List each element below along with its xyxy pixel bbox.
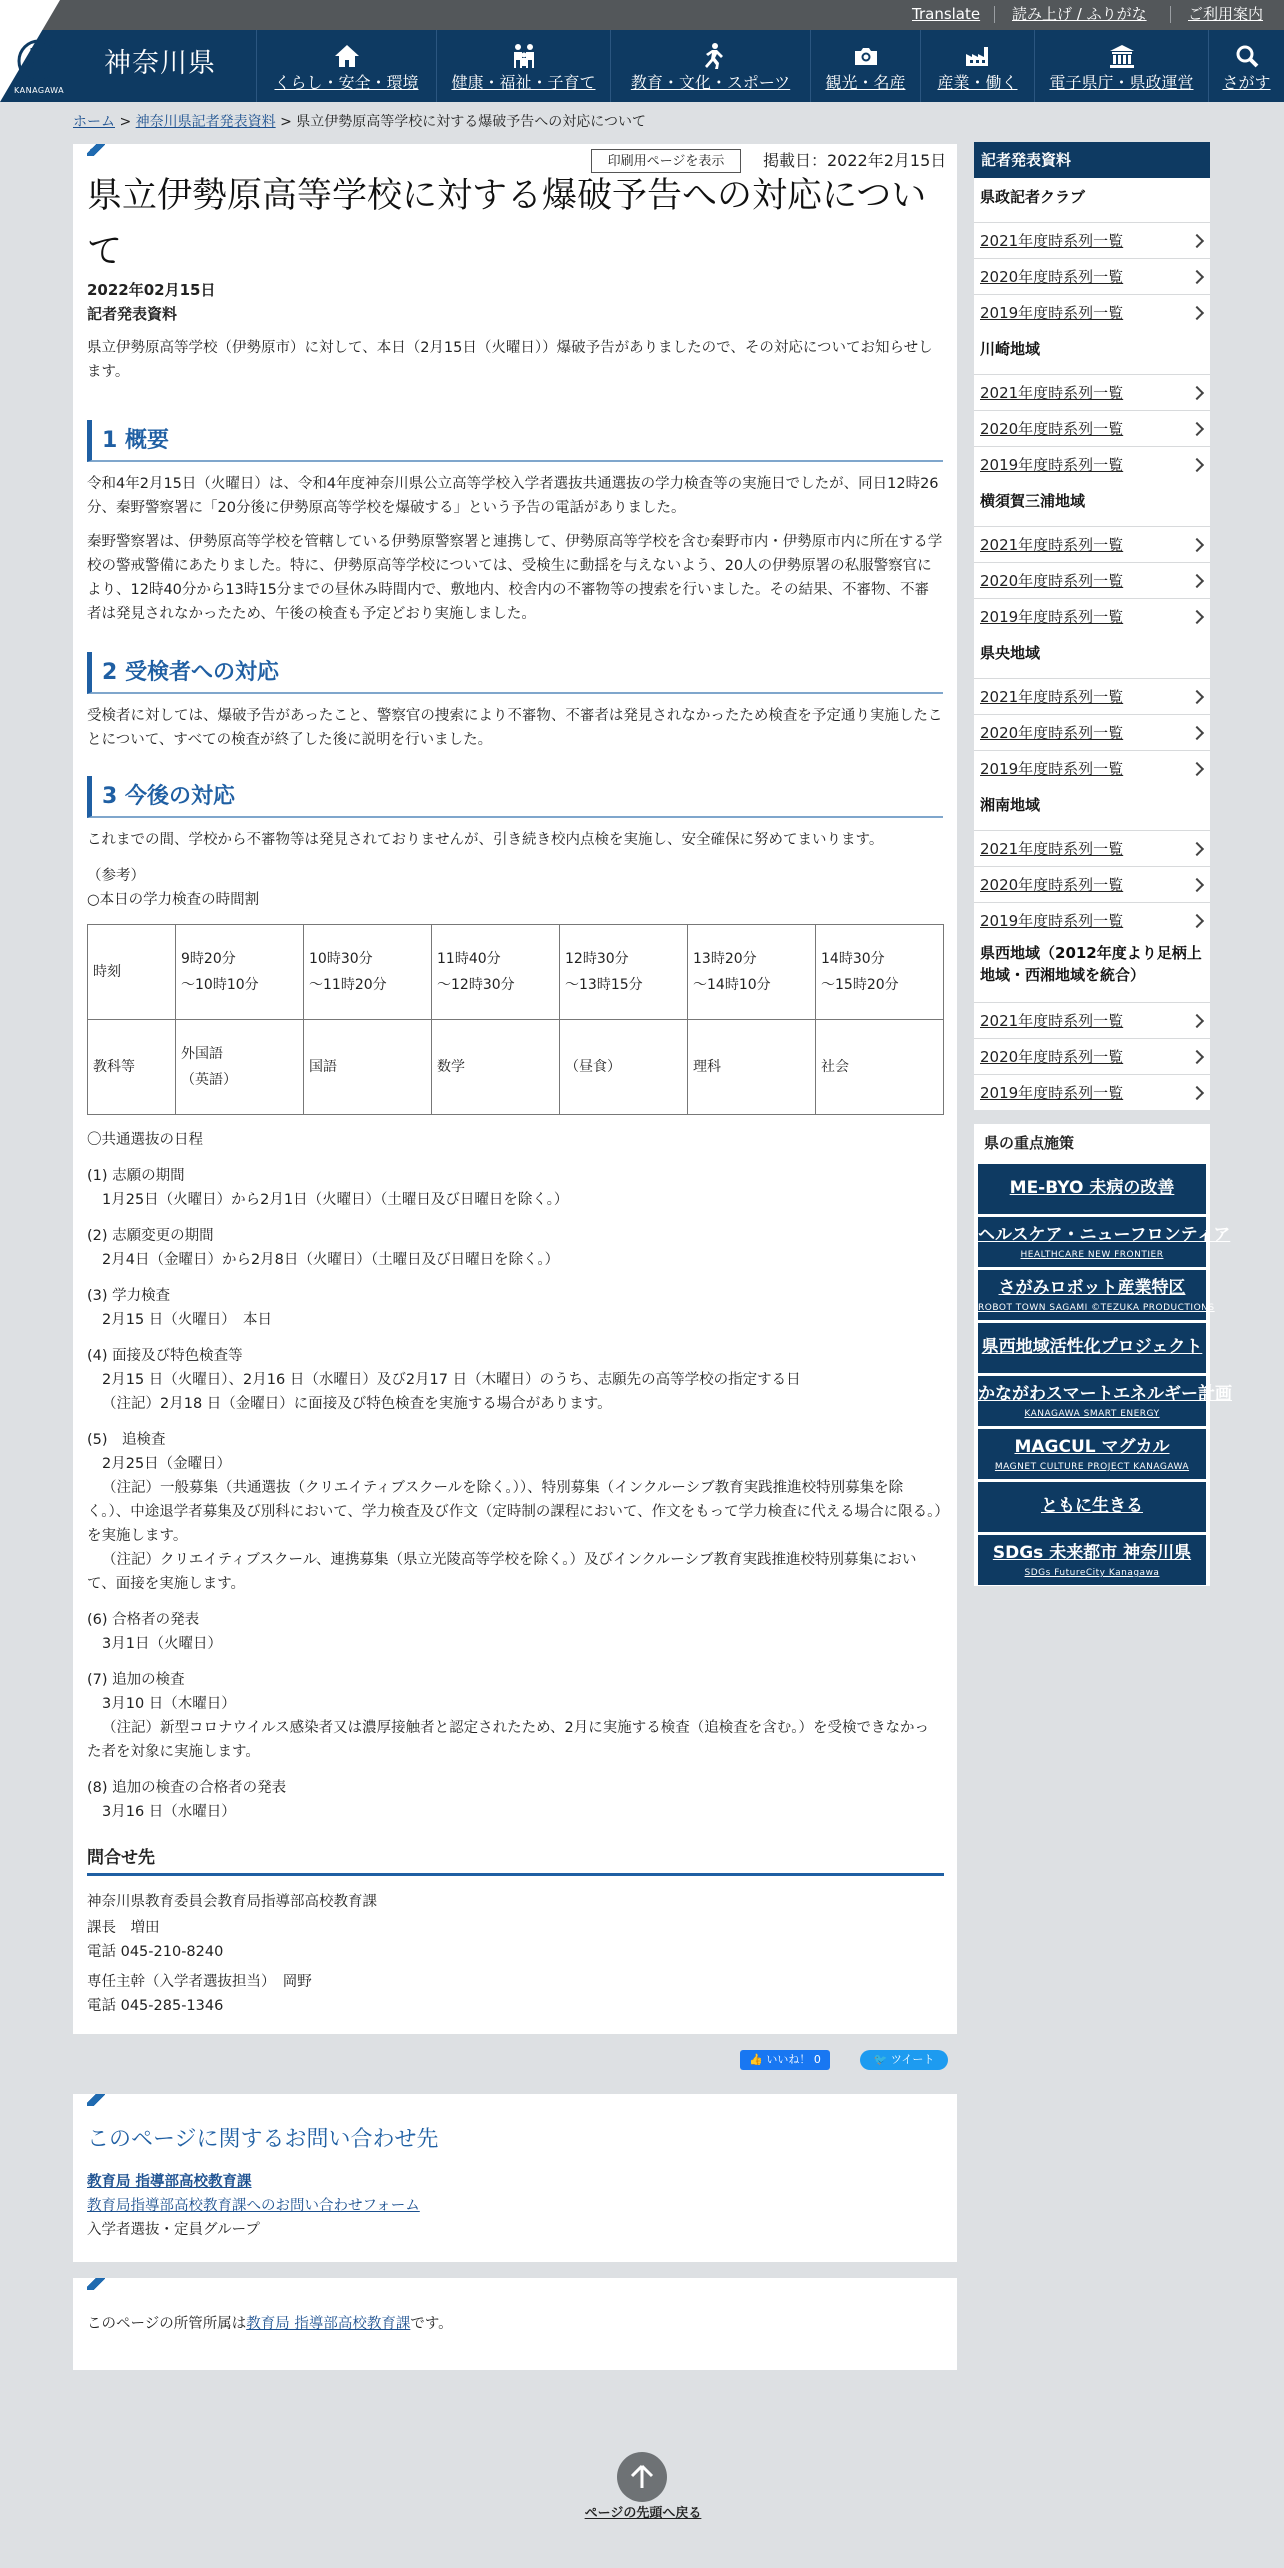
inquiry-line: 神奈川県教育委員会教育局指導部高校教育課 (87, 1894, 377, 1910)
table-cell: 国語 (304, 1020, 432, 1115)
sidebar-link-label: 2019年度時系列一覧 (980, 608, 1124, 626)
gnav-search[interactable] (1208, 30, 1284, 102)
table-cell: 数学 (432, 1020, 560, 1115)
sidebar-link[interactable] (974, 446, 1210, 482)
chevron-right-icon (1190, 1050, 1204, 1064)
site-logo[interactable] (0, 30, 250, 102)
schedule-heading: (4) 面接及び特色検査等 (87, 1348, 243, 1364)
banner-text: SDGs 未来都市 神奈川県 (992, 1543, 1192, 1563)
cell-line: ～13時15分 (565, 977, 643, 993)
cell-line: ～10時10分 (181, 977, 259, 993)
sidebar-link-label: 2019年度時系列一覧 (980, 912, 1124, 930)
schedule-item: 2月25日（金曜日） (102, 1456, 232, 1472)
schedule-note: （注記）一般募集（共通選抜（クリエイティブスクールを除く。））、特別募集（インクルーシブ教育実践推進校特別募集を除く。）、中途退学者募集及び別科において、学力検査及び作文（定時制の課程において、作文をもって学力検査に代える場合に限る。）を実施します。 (87, 1480, 942, 1544)
logo-text: 神奈川県 (104, 48, 216, 79)
cell-line: ～15時20分 (821, 977, 899, 993)
sidebar (974, 142, 1210, 1110)
sidebar-link[interactable] (974, 526, 1210, 562)
banner-sdgs[interactable] (978, 1535, 1206, 1585)
breadcrumb (73, 110, 646, 134)
sidebar-link-label: 2021年度時系列一覧 (980, 384, 1124, 402)
house-icon (332, 42, 362, 70)
focus-title: 県の重点施策 (984, 1134, 1075, 1152)
table-cell (560, 925, 688, 1020)
banner-subtext: KANAGAWA SMART ENERGY (1024, 1409, 1160, 1419)
gnav-label: 健康・福祉・子育て (451, 73, 596, 92)
sidebar-link-label: 2021年度時系列一覧 (980, 688, 1124, 706)
section-heading: 1 概要 (87, 420, 943, 462)
sidebar-link[interactable] (974, 410, 1210, 446)
sidebar-link[interactable] (974, 902, 1210, 938)
owner-dept-link[interactable]: 教育局 指導部高校教育課 (246, 2316, 411, 2332)
cell-line: ～14時10分 (693, 977, 771, 993)
chevron-right-icon (1190, 458, 1204, 472)
gnav-label: 教育・文化・スポーツ (630, 73, 791, 92)
prefecture-emblem-icon (16, 38, 62, 84)
schedule-note: （注記）新型コロナウイルス感染者又は濃厚接触者と認定されたため、2月に実施する検査（追検査を含む。）を受検できなかった者を対象に実施します。 (87, 1720, 930, 1760)
publish-date: 掲載日：2022年2月15日 (763, 151, 947, 170)
arrow-up-icon (617, 2452, 667, 2502)
banner-text: さがみロボット産業特区 (998, 1278, 1186, 1298)
timetable (87, 924, 944, 1115)
schedule-heading: (6) 合格者の発表 (87, 1612, 200, 1628)
contact-title: このページに関するお問い合わせ先 (87, 2127, 439, 2152)
examinee-paragraph: 受検者に対しては、爆破予告があったこと、警察官の捜索により不審物、不審者は発見されなかったため検査を予定通り実施したことについて、すべての検査が終了した後に説明を行いました。 (87, 708, 943, 748)
chevron-right-icon (1190, 878, 1204, 892)
schedule-heading: (3) 学力検査 (87, 1288, 171, 1304)
sidebar-link-label: 2021年度時系列一覧 (980, 1012, 1124, 1030)
chevron-right-icon (1190, 422, 1204, 436)
schedule-heading: (5) 追検査 (87, 1432, 166, 1448)
back-to-top-button[interactable] (617, 2452, 667, 2502)
sidebar-link-label: 2020年度時系列一覧 (980, 1048, 1124, 1066)
banner-subtext: ROBOT TOWN SAGAMI ©TEZUKA PRODUCTIONS (978, 1303, 1215, 1313)
like-label: いいね！ 0 (766, 2053, 821, 2066)
sidebar-section-title: 横須賀三浦地域 (980, 492, 1086, 510)
sidebar-link[interactable] (974, 750, 1210, 786)
schedule-heading: (2) 志願変更の期間 (87, 1228, 214, 1244)
banner-text: 県西地域活性化プロジェクト (981, 1337, 1203, 1357)
table-cell (304, 925, 432, 1020)
owner-card (73, 2278, 957, 2370)
back-to-top-link[interactable]: ページの先頭へ戻る (584, 2506, 702, 2521)
cell-line: 13時20分 (693, 951, 757, 967)
inquiry-line: 電話 045-210-8240 (87, 1944, 224, 1960)
chevron-right-icon (1190, 306, 1204, 320)
release-date: 2022年02月15日 (87, 281, 216, 299)
chevron-right-icon (1190, 1086, 1204, 1100)
chevron-right-icon (1190, 726, 1204, 740)
banner-subtext: HEALTHCARE NEW FRONTIER (1020, 1250, 1164, 1260)
search-icon (1232, 42, 1262, 70)
schedule-item: 3月16 日（水曜日） (102, 1804, 236, 1820)
sidebar-link-label: 2021年度時系列一覧 (980, 840, 1124, 858)
owner-suffix: です。 (410, 2316, 453, 2332)
chevron-right-icon (1190, 386, 1204, 400)
lead-text: 県立伊勢原高等学校（伊勢原市）に対して、本日（2月15日（火曜日））爆破予告がありましたので、その対応についてお知らせします。 (87, 340, 933, 380)
future-paragraph: これまでの間、学校から不審物等は発見されておりませんが、引き続き校内点検を実施し、安全確保に努めてまいります。 (87, 832, 884, 848)
sidebar-link[interactable] (974, 258, 1210, 294)
chevron-right-icon (1190, 610, 1204, 624)
sidebar-link-label: 2021年度時系列一覧 (980, 232, 1124, 250)
inquiry-line: 課長 増田 (87, 1920, 160, 1936)
sidebar-link[interactable] (974, 866, 1210, 902)
print-button[interactable]: 印刷用ページを表示 (591, 149, 741, 173)
table-header-cell: 時刻 (88, 925, 176, 1020)
corner-accent (87, 2094, 105, 2106)
schedule-note: （注記）クリエイティブスクール、連携募集（県立光陵高等学校を除く。）及びインクルーシブ教育実践推進校特別募集において、面接を実施します。 (87, 1552, 917, 1592)
family-icon (509, 42, 539, 70)
sidebar-link-label: 2019年度時系列一覧 (980, 456, 1124, 474)
cell-line: ～11時20分 (309, 977, 387, 993)
sidebar-link[interactable] (974, 1038, 1210, 1074)
divider (994, 6, 995, 23)
sidebar-link-label: 2021年度時系列一覧 (980, 536, 1124, 554)
chevron-right-icon (1190, 690, 1204, 704)
table-cell (432, 925, 560, 1020)
contact-form-link[interactable]: 教育局指導部高校教育課へのお問い合わせフォーム (87, 2198, 420, 2214)
table-cell (176, 925, 304, 1020)
schedule-note: （注記）2月18 日（金曜日）に面接及び特色検査を実施する場合があります。 (102, 1396, 612, 1412)
gnav-label: 観光・名産 (825, 73, 906, 92)
banner-healthcare[interactable] (978, 1217, 1231, 1267)
cell-line: 11時40分 (437, 951, 501, 967)
bird-icon: 🐦 (873, 2053, 888, 2066)
government-building-icon (1107, 42, 1137, 70)
schedule-heading: (7) 追加の検査 (87, 1672, 185, 1688)
sidebar-section-title: 川崎地域 (980, 340, 1041, 358)
schedule-item: 2月15 日（火曜日） 本日 (102, 1312, 273, 1328)
sidebar-link[interactable] (974, 562, 1210, 598)
overview-paragraph: 秦野警察署は、伊勢原高等学校を管轄している伊勢原警察署と連携して、伊勢原高等学校を含む秦野市内・伊勢原市内に所在する学校の警戒警備にあたりました。特に、伊勢原高等学校については、受検生に動揺を与えないよう、20人の伊勢原署の私服警察官により、12時40分から13時15分までの昼休み時間内で、敷地内、校舎内の不審物等の捜索を行いました。その結果、不審物、不審者は発見されなかったため、午後の検査も予定どおり実施しました。 (87, 534, 943, 622)
table-cell (176, 1020, 304, 1115)
breadcrumb-current: 県立伊勢原高等学校に対する爆破予告への対応について (296, 114, 646, 130)
divider (1170, 6, 1171, 23)
chevron-right-icon (1190, 574, 1204, 588)
table-cell (816, 925, 944, 1020)
sidebar-section-title: 県西地域（2012年度より足柄上地域・西湘地域を統合） (980, 944, 1202, 984)
sidebar-link-label: 2019年度時系列一覧 (980, 760, 1124, 778)
readaloud-link[interactable]: 読み上げ / ふりがな (1012, 5, 1147, 23)
sidebar-link-label: 2020年度時系列一覧 (980, 876, 1124, 894)
gnav-industry[interactable] (920, 30, 1034, 102)
sidebar-link-label: 2019年度時系列一覧 (980, 304, 1124, 322)
gnav-tourism[interactable] (810, 30, 920, 102)
sidebar-link[interactable] (974, 714, 1210, 750)
cell-line: 14時30分 (821, 951, 885, 967)
release-kind: 記者発表資料 (87, 305, 178, 323)
cell-line: 9時20分 (181, 951, 236, 967)
corner-accent (87, 144, 105, 156)
utility-bar (0, 0, 1284, 30)
chevron-right-icon (1190, 538, 1204, 552)
sidebar-section-title: 湘南地域 (980, 796, 1041, 814)
chevron-right-icon (1190, 1014, 1204, 1028)
sidebar-link[interactable] (974, 678, 1210, 714)
banner-tomoni[interactable] (978, 1482, 1206, 1532)
gnav-label: 産業・働く (937, 73, 1018, 92)
sidebar-link[interactable] (974, 830, 1210, 866)
chevron-right-icon (1190, 842, 1204, 856)
sidebar-link[interactable] (974, 1074, 1210, 1110)
schedule-item: 2月4日（金曜日）から2月8日（火曜日）（土曜日及び日曜日を除く。） (102, 1252, 560, 1268)
table-cell (688, 925, 816, 1020)
breadcrumb-separator: > (275, 114, 297, 130)
contact-group: 入学者選抜・定員グループ (87, 2222, 260, 2238)
banner-text: ME-BYO 未病の改善 (1009, 1178, 1175, 1198)
schedule-heading: (1) 志願の期間 (87, 1168, 185, 1184)
tweet-label: ツイート (890, 2053, 935, 2066)
timetable-caption: ○本日の学力検査の時間割 (87, 892, 260, 908)
runner-icon (696, 42, 726, 70)
sidebar-title: 記者発表資料 (974, 142, 1210, 178)
reference-label: （参考） (87, 868, 145, 884)
chevron-right-icon (1190, 270, 1204, 284)
schedule-item: 3月1日（火曜日） (102, 1636, 222, 1652)
camera-icon (851, 42, 881, 70)
gnav-label: さがす (1222, 73, 1271, 92)
owner-prefix: このページの所管所属は (87, 2316, 247, 2332)
site-header (0, 30, 1284, 102)
sidebar-link-label: 2019年度時系列一覧 (980, 1084, 1124, 1102)
schedule-title: 〇共通選抜の日程 (87, 1132, 203, 1148)
gnav-label: くらし・安全・環境 (274, 73, 419, 92)
gnav-education[interactable] (610, 30, 810, 102)
cell-line: ～12時30分 (437, 977, 515, 993)
banner-smart-energy[interactable] (978, 1376, 1232, 1426)
focus-policies (974, 1124, 1232, 1586)
schedule-item: 1月25日（火曜日）から2月1日（火曜日）（土曜日及び日曜日を除く。） (102, 1192, 569, 1208)
breadcrumb-separator: > (115, 114, 136, 130)
inquiry-heading: 問合せ先 (87, 1844, 944, 1876)
banner-magcul[interactable] (978, 1429, 1206, 1479)
schedule-item: 2月15 日（火曜日）、2月16 日（水曜日）及び2月17 日（木曜日）のうち、志願先の高等学校の指定する日 (102, 1372, 801, 1388)
banner-text: ヘルスケア・ニューフロンティア (978, 1225, 1231, 1245)
guide-link[interactable]: ご利用案内 (1188, 5, 1264, 23)
tweet-button[interactable] (860, 2050, 948, 2070)
chevron-right-icon (1190, 914, 1204, 928)
gnav-living[interactable] (256, 30, 436, 102)
gnav-government[interactable] (1034, 30, 1208, 102)
gnav-health[interactable] (436, 30, 610, 102)
overview-paragraph: 令和4年2月15日（火曜日）は、令和4年度神奈川県公立高等学校入学者選抜共通選抜の学力検査等の実施日でしたが、同日12時26分、秦野警察署に「20分後に伊勢原高等学校を爆破する」という予告の電話がありました。 (87, 476, 939, 516)
sidebar-link[interactable] (974, 598, 1210, 634)
sidebar-link[interactable] (974, 374, 1210, 410)
banner-text: MAGCUL マグカル (1014, 1437, 1170, 1457)
table-header-cell: 教科等 (88, 1020, 176, 1115)
sidebar-link[interactable] (974, 222, 1210, 258)
cell-line: （英語） (181, 1072, 237, 1088)
sidebar-section-title: 県政記者クラブ (980, 188, 1086, 206)
cell-line: 外国語 (181, 1046, 223, 1062)
table-cell: 理科 (688, 1020, 816, 1115)
table-cell: 社会 (816, 1020, 944, 1115)
breadcrumb-parent[interactable]: 神奈川県記者発表資料 (135, 114, 276, 130)
schedule-item: 3月10 日（木曜日） (102, 1696, 236, 1712)
owner-text (87, 2312, 943, 2336)
contact-card (73, 2094, 957, 2262)
chevron-right-icon (1190, 234, 1204, 248)
factory-icon (963, 42, 993, 70)
translate-link[interactable]: Translate (912, 5, 981, 23)
section-heading: 3 今後の対応 (87, 776, 943, 818)
section-heading: 2 受検者への対応 (87, 652, 943, 694)
banner-text: ともに生きる (1041, 1496, 1143, 1516)
banner-text: かながわスマートエネルギー計画 (978, 1384, 1232, 1404)
thumbs-up-icon: 👍 (749, 2053, 763, 2066)
logo-subtext: KANAGAWA (14, 86, 65, 95)
table-row (88, 1020, 944, 1115)
inquiry-line: 電話 045-285-1346 (87, 1998, 224, 2014)
inquiry-line: 専任主幹（入学者選抜担当） 岡野 (87, 1974, 312, 1990)
sidebar-link-label: 2020年度時系列一覧 (980, 724, 1124, 742)
chevron-right-icon (1190, 762, 1204, 776)
sidebar-section-title: 県央地域 (980, 644, 1041, 662)
facebook-like-button[interactable] (740, 2050, 830, 2070)
sidebar-link-label: 2020年度時系列一覧 (980, 572, 1124, 590)
banner-kensei[interactable] (978, 1323, 1206, 1373)
sidebar-link-label: 2020年度時系列一覧 (980, 420, 1124, 438)
schedule-heading: (8) 追加の検査の合格者の発表 (87, 1780, 287, 1796)
corner-accent (87, 2278, 105, 2290)
table-cell: （昼食） (560, 1020, 688, 1115)
article-card (73, 144, 957, 2034)
contact-dept-link[interactable]: 教育局 指導部高校教育課 (87, 2174, 252, 2190)
breadcrumb-home[interactable]: ホーム (73, 114, 115, 130)
cell-line: 10時30分 (309, 951, 373, 967)
cell-line: 12時30分 (565, 951, 629, 967)
sidebar-link-label: 2020年度時系列一覧 (980, 268, 1124, 286)
banner-robot[interactable] (978, 1270, 1215, 1320)
gnav-label: 電子県庁・県政運営 (1049, 73, 1194, 92)
banner-subtext: SDGs FutureCity Kanagawa (1024, 1568, 1160, 1578)
sidebar-link[interactable] (974, 294, 1210, 330)
table-row (88, 925, 944, 1020)
banner-subtext: MAGNET CULTURE PROJECT KANAGAWA (994, 1462, 1190, 1472)
banner-mebyo[interactable] (978, 1164, 1206, 1214)
sidebar-link[interactable] (974, 1002, 1210, 1038)
page-title: 県立伊勢原高等学校に対する爆破予告への対応について (87, 176, 927, 272)
